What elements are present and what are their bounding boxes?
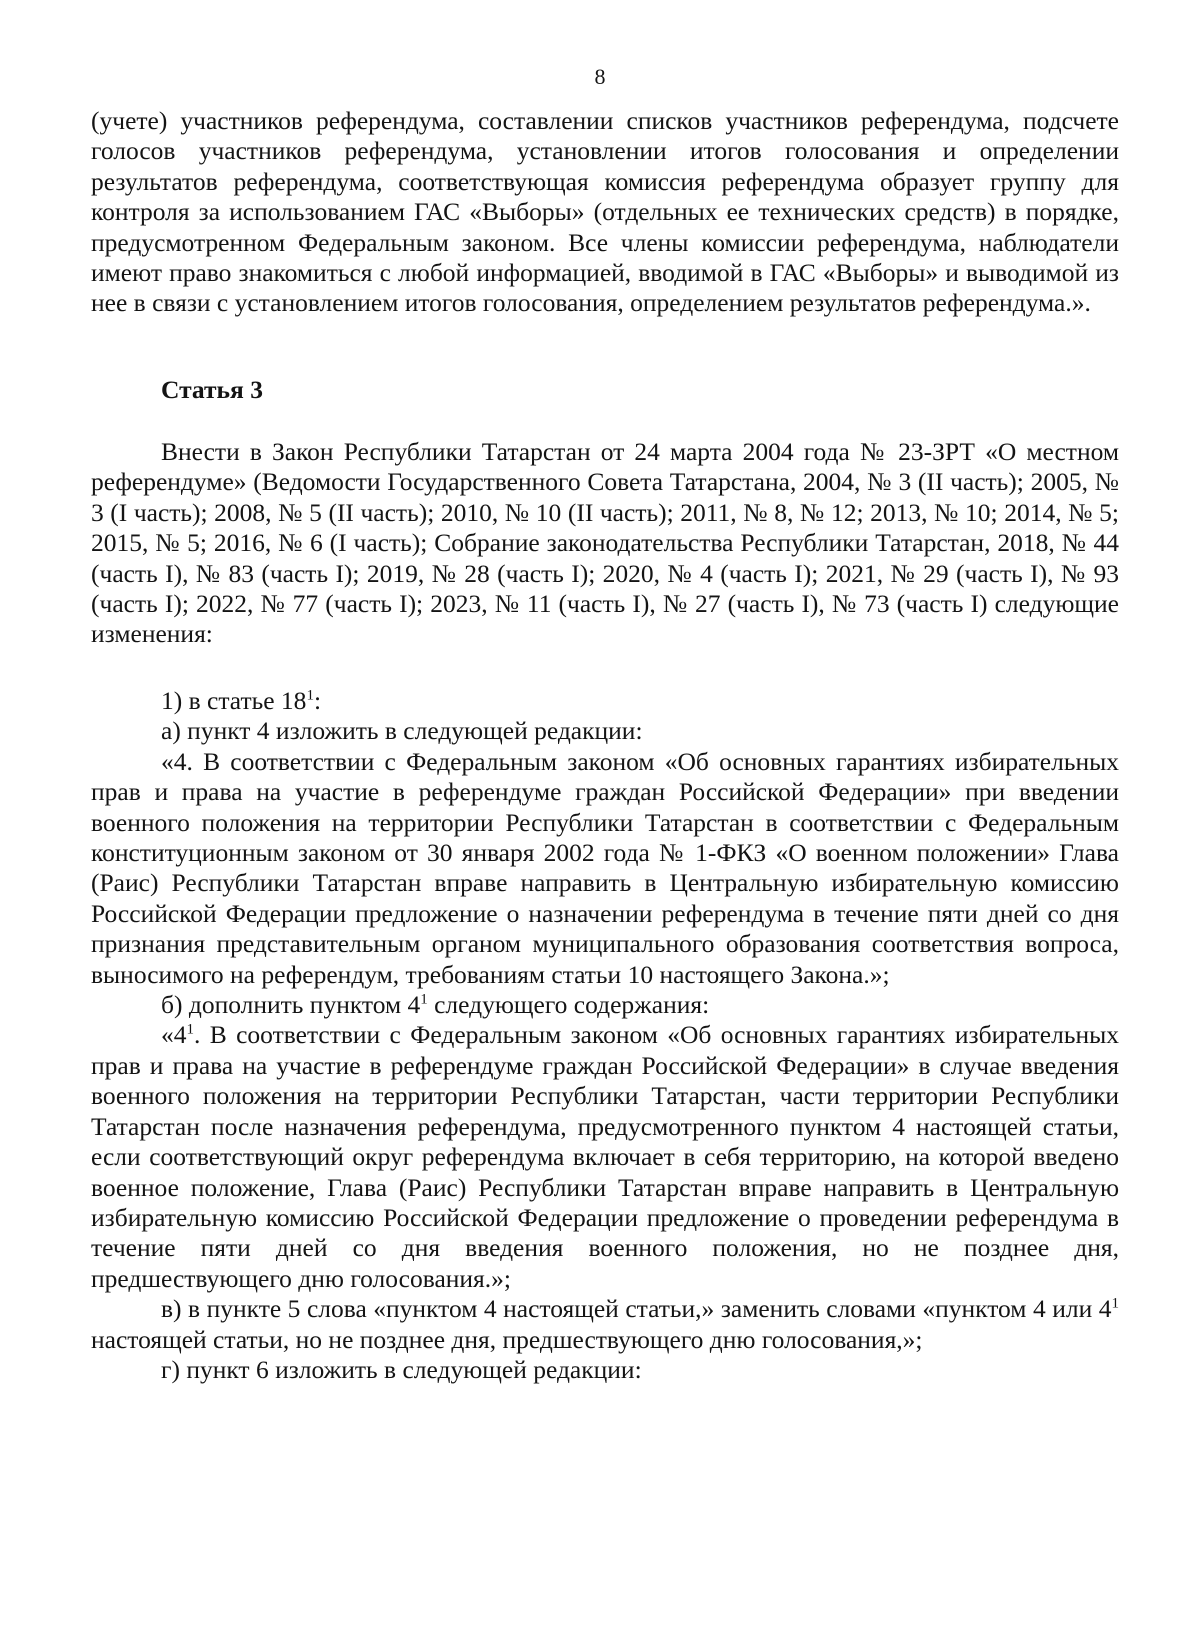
item-v-tail: настоящей статьи, но не позднее дня, предшествующего дню голосования,»;: [91, 1324, 923, 1354]
item-1-tail: :: [313, 686, 322, 715]
article-heading: Статья 3: [161, 375, 263, 404]
quote-point-4-1: [91, 1020, 1119, 1294]
continued-paragraph-block: [91, 106, 1119, 319]
quote-point-4-1-superscript: 1: [186, 1021, 194, 1038]
item-b: [91, 990, 1119, 1020]
item-v-superscript: 1: [1111, 1295, 1119, 1312]
item-v-text: в) в пункте 5 слова «пунктом 4 настоящей статьи,» заменить словами «пунктом 4 или 4: [161, 1294, 1112, 1324]
article-heading-block: [91, 375, 1119, 405]
item-b-text: б) дополнить пунктом 4: [161, 990, 421, 1020]
item-v: [91, 1294, 1119, 1355]
article-intro-block: [91, 437, 1119, 650]
amendments-list: [91, 686, 1119, 1385]
item-b-tail: следующего содержания:: [427, 990, 710, 1020]
item-b-superscript: 1: [420, 991, 428, 1008]
item-1: [91, 686, 1119, 716]
quote-point-4-1-text: . В соответствии с Федеральным законом «Об основных гарантиях избирательных прав и права на участие в референдуме граждан Российской Федерации» в случае введения военного положения на территории Республики Татарстан, части территории Республики Татарстан после назначения референдума, предусмотренного пунктом 4 настоящей статьи, если соответствующий округ референдума включает в себя территорию, на которой введено военное положение, Глава (Раис) Республики Татарстан вправе направить в Центральную избирательную комиссию Российской Федерации предложение о проведении референдума в течение пяти дней со дня введения военного положения, но не позднее дня, предшествующего дню голосования.»;: [91, 1020, 1119, 1293]
quote-point-4-1-start: «4: [161, 1020, 187, 1050]
page-number: 8: [594, 64, 606, 89]
continued-paragraph: (учете) участников референдума, составлении списков участников референдума, подсчете голосов участников референдума, установлении итогов голосования и определении результатов референдума, соответствующая комиссия референдума образует группу для контроля за использованием ГАС «Выборы» (отдельных ее технических средств) в порядке, предусмотренном Федеральным законом. Все члены комиссии референдума, наблюдатели имеют право знакомиться с любой информацией, вводимой в ГАС «Выборы» и выводимой из нее в связи с установлением итогов голосования, определением результатов референдума.».: [91, 106, 1119, 318]
item-g: г) пункт 6 изложить в следующей редакции:: [161, 1354, 642, 1384]
item-1-text: 1) в статье 18: [161, 686, 307, 715]
item-1-superscript: 1: [306, 687, 314, 704]
article-intro: Внести в Закон Республики Татарстан от 24 марта 2004 года № 23-ЗРТ «О местном референдуме» (Ведомости Государственного Совета Татарстана, 2004, № 3 (II часть); 2005, № 3 (I часть); 2008, № 5 (II часть); 2010, № 10 (II часть); 2011, № 8, № 12; 2013, № 10; 2014, № 5; 2015, № 5; 2016, № 6 (I часть); Собрание законодательства Республики Татарстан, 2018, № 44 (часть I), № 83 (часть I); 2019, № 28 (часть I); 2020, № 4 (часть I); 2021, № 29 (часть I), № 93 (часть I); 2022, № 77 (часть I); 2023, № 11 (часть I), № 27 (часть I), № 73 (часть I) следующие изменения:: [91, 437, 1119, 649]
item-a: а) пункт 4 изложить в следующей редакции:: [161, 716, 643, 746]
quote-point-4: «4. В соответствии с Федеральным законом «Об основных гарантиях избирательных прав и права на участие в референдуме граждан Российской Федерации» при введении военного положения на территории Республики Татарстан в соответствии с Федеральным конституционным законом от 30 января 2002 года № 1-ФКЗ «О военном положении» Глава (Раис) Республики Татарстан вправе направить в Центральную избирательную комиссию Российской Федерации предложение о назначении референдума в течение пяти дней со дня признания представительным органом муниципального образования соответствия вопроса, выносимого на референдум, требованиям статьи 10 настоящего Закона.»;: [91, 746, 1119, 989]
